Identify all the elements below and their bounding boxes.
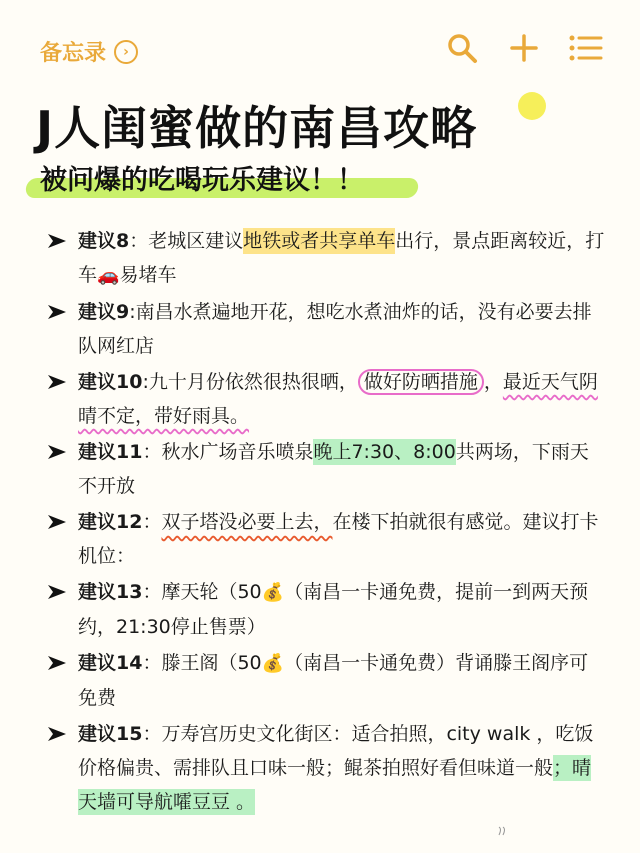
list-item [46, 295, 606, 363]
arrow-bullet-icon [46, 647, 68, 679]
arrow-bullet-icon [46, 366, 68, 398]
tip-label: 建议10 [78, 371, 143, 393]
subtitle-block [26, 158, 426, 202]
arrow-bullet-icon [46, 576, 68, 608]
tip-label: 建议14 [78, 652, 143, 674]
list-icon [569, 34, 603, 62]
list-item [46, 646, 606, 715]
list-button[interactable] [568, 30, 604, 66]
arrow-bullet-icon [46, 296, 68, 328]
tip-label: 建议8 [78, 230, 130, 252]
tip-text: （南昌一卡通免费，提前一到两天预约，21:30停止售票） [78, 581, 589, 638]
tip-text: ：摩天轮（50 [142, 581, 262, 603]
tip-text: ：老城区建议 [129, 230, 244, 252]
tip-text: ：秋水广场音乐喷泉 [142, 441, 314, 463]
tip-text: ：滕王阁（50 [142, 652, 262, 674]
arrow-bullet-icon [46, 436, 68, 468]
tip-text: :南昌水煮遍地开花，想吃水煮油炸的话，没有必要去排队网红店 [78, 301, 592, 357]
tip-label: 建议15 [78, 723, 143, 745]
search-icon [446, 32, 478, 64]
text-cursor-icon [497, 826, 507, 836]
tip-label: 建议11 [78, 441, 143, 463]
arrow-bullet-icon [46, 225, 68, 257]
tip-text: ： [142, 511, 162, 533]
tip-wavy-text: 最近天气阴晴不定，带好雨具。 [78, 371, 598, 427]
tip-text: 在楼下拍就很有感觉。建议打卡机位： [78, 511, 599, 567]
top-bar [0, 0, 640, 100]
note-subtitle: 被问爆的吃喝玩乐建议！！ [40, 165, 364, 196]
list-item [46, 575, 606, 644]
tip-text: 出行，景点距离较近，打车 [78, 230, 605, 286]
tip-text: ， [483, 371, 503, 393]
list-item [46, 365, 606, 433]
back-label: 备忘录 [40, 41, 107, 66]
tip-text: 易堵车 [119, 264, 177, 286]
car-emoji-icon: 🚗 [97, 265, 120, 286]
tips-list [46, 224, 606, 821]
search-button[interactable] [444, 30, 480, 66]
tip-label: 建议13 [78, 581, 143, 603]
list-item [46, 505, 606, 573]
tip-label: 建议12 [78, 511, 143, 533]
list-item [46, 224, 606, 293]
toolbar [444, 30, 604, 66]
arrow-bullet-icon [46, 506, 68, 538]
arrow-bullet-icon [46, 718, 68, 750]
tip-highlight: 晚上7:30、8:00 [313, 441, 456, 463]
list-item [46, 717, 606, 819]
add-button[interactable] [506, 30, 542, 66]
tip-text: :九十月份依然很热很晒， [142, 371, 358, 393]
tip-label: 建议9 [78, 301, 130, 323]
tip-highlight: 地铁或者共享单车 [243, 230, 396, 252]
money-bag-emoji-icon: 💰 [261, 582, 285, 603]
tip-circled-text: 做好防晒措施 [358, 369, 484, 395]
decorative-yellow-dot [518, 92, 546, 120]
tip-text: ：万寿宫历史文化街区：适合拍照，city walk ，吃饭价格偏贵、需排队且口味一般；鲲茶拍照好看但味道一般 [78, 723, 594, 779]
money-bag-emoji-icon: 💰 [261, 653, 285, 674]
tip-text: 共两场，下雨天不开放 [78, 441, 589, 497]
plus-icon [509, 33, 539, 63]
list-item [46, 435, 606, 503]
chevron-right-circle-icon: › [114, 40, 138, 64]
back-to-notes-button[interactable] [40, 36, 138, 67]
tip-highlight: ；晴天墙可导航嚯豆豆 。 [78, 757, 592, 813]
tip-wavy-text: 双子塔没必要上去， [161, 511, 333, 533]
tip-text: （南昌一卡通免费）背诵滕王阁序可免费 [78, 652, 589, 709]
note-title: J人闺蜜做的南昌攻略 [36, 101, 478, 155]
